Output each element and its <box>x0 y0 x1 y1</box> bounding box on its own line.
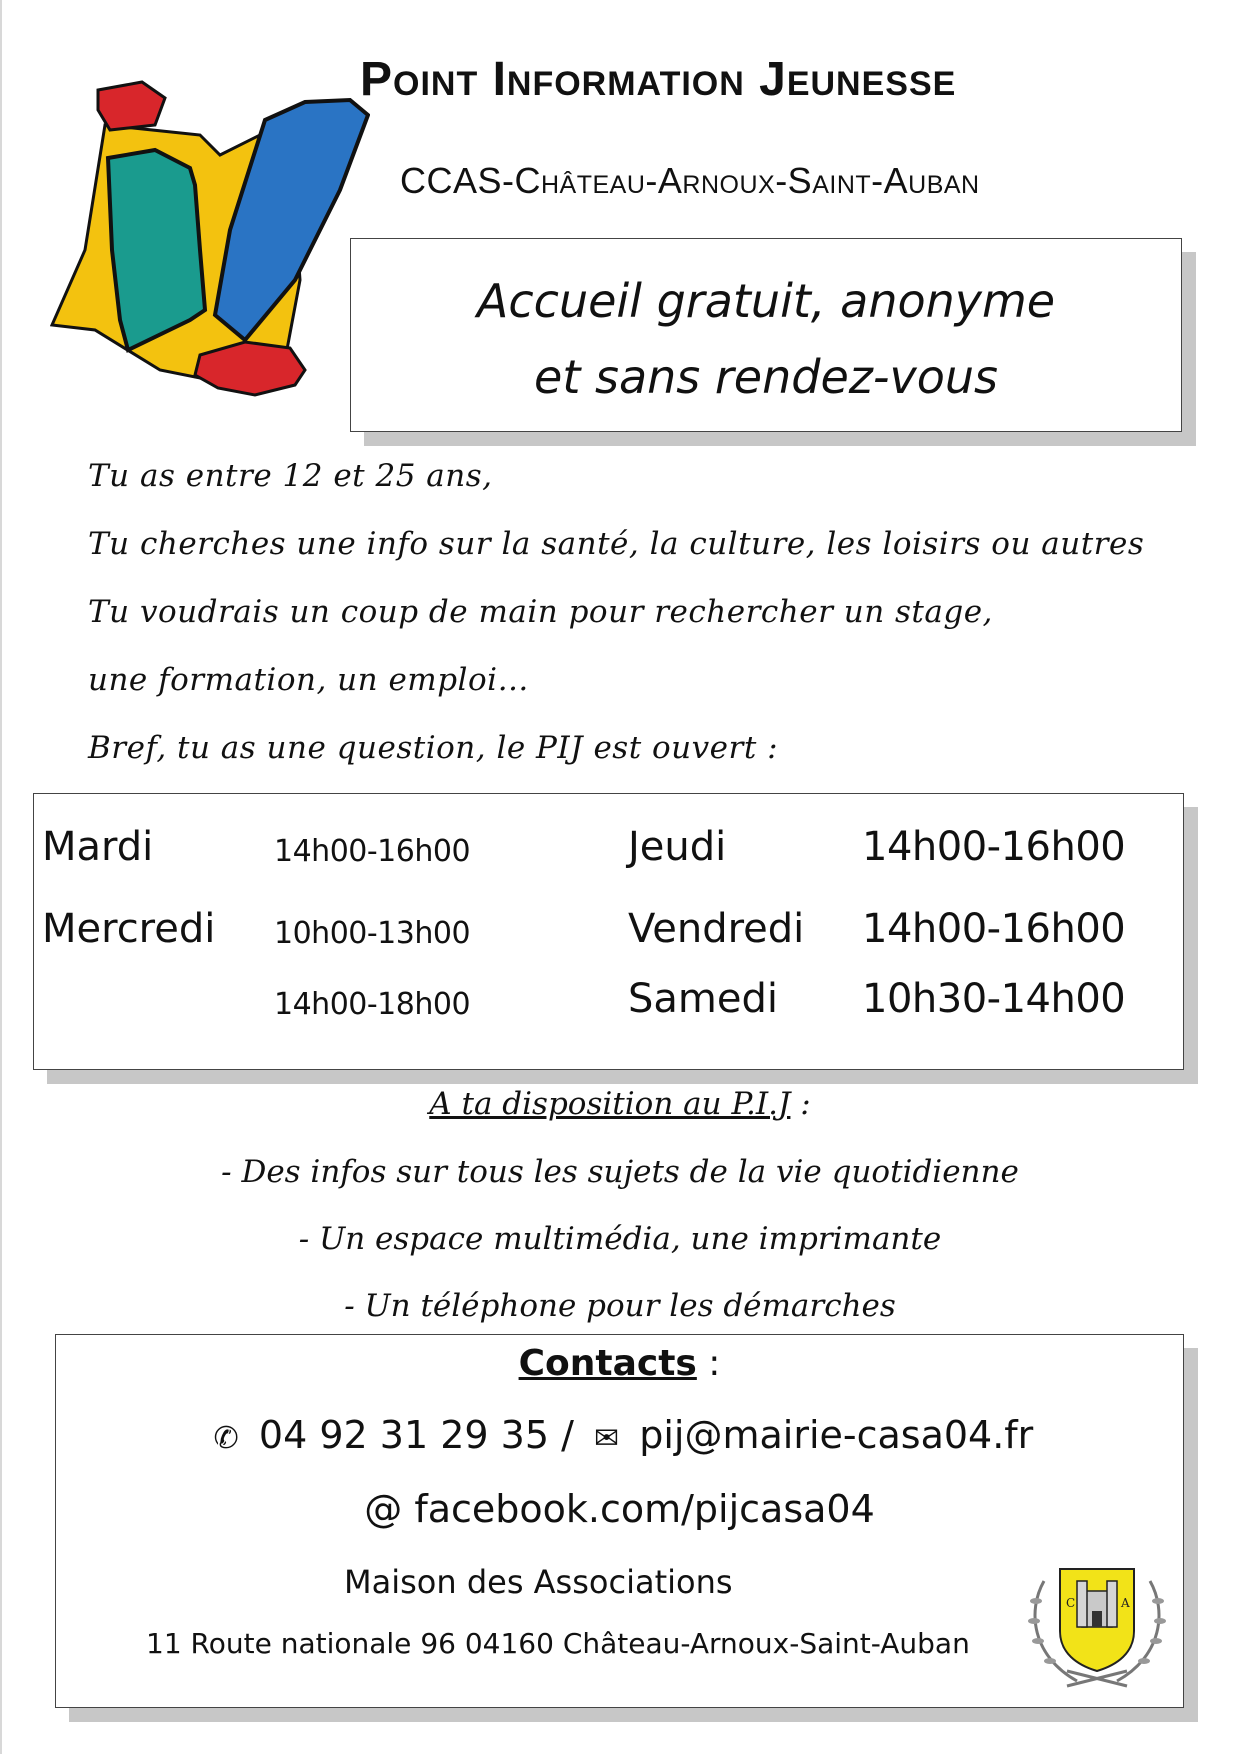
time-mardi: 14h00-16h00 <box>274 834 471 869</box>
intro-line: Tu cherches une info sur la santé, la culture, les loisirs ou autres <box>88 526 1145 562</box>
page-subtitle: CCAS-Château-Arnoux-Saint-Auban <box>400 160 980 201</box>
dispo-item: - Un téléphone pour les démarches <box>344 1288 896 1324</box>
facebook-link[interactable]: facebook.com/pijcasa04 <box>414 1487 875 1531</box>
intro-line: Tu voudrais un coup de main pour rechercher un stage, <box>88 594 993 630</box>
town-crest-icon <box>1022 1561 1172 1691</box>
at-icon: @ <box>364 1487 403 1531</box>
day-mardi: Mardi <box>42 824 154 870</box>
crest-letter-left: C <box>1066 1596 1076 1610</box>
crest-letter-right: A <box>1121 1596 1130 1610</box>
day-mercredi: Mercredi <box>42 906 216 952</box>
contact-phone-email-row <box>56 1413 1183 1457</box>
dispo-title <box>0 1086 1240 1122</box>
contact-place: Maison des Associations <box>344 1563 733 1601</box>
intro-line: Tu as entre 12 et 25 ans, <box>88 458 493 494</box>
page-border <box>0 0 2 1754</box>
contact-address: 11 Route nationale 96 04160 Château-Arnoux-Saint-Auban <box>146 1627 970 1660</box>
intro-line: Bref, tu as une question, le PIJ est ouvert : <box>88 730 779 766</box>
contacts-box <box>55 1334 1184 1708</box>
day-jeudi: Jeudi <box>628 824 727 870</box>
opening-hours-box <box>33 793 1184 1070</box>
contacts-title-colon: : <box>696 1343 721 1384</box>
contact-facebook-row <box>56 1487 1183 1531</box>
intro-line: une formation, un emploi… <box>88 662 530 698</box>
time-jeudi: 14h00-16h00 <box>862 824 1126 870</box>
day-samedi: Samedi <box>628 976 778 1022</box>
contact-separator: / <box>561 1413 574 1457</box>
time-vendredi: 14h00-16h00 <box>862 906 1126 952</box>
envelope-icon: ✉ <box>594 1421 620 1456</box>
contacts-title-text: Contacts <box>518 1343 697 1384</box>
day-vendredi: Vendredi <box>628 906 805 952</box>
info-exclamation-logo <box>50 80 370 410</box>
contacts-title <box>56 1343 1183 1384</box>
dispo-title-text: A ta disposition au P.I.J <box>429 1086 791 1122</box>
phone-icon: ✆ <box>213 1421 239 1456</box>
page-title: Point Information Jeunesse <box>360 53 957 106</box>
email-link[interactable]: pij@mairie-casa04.fr <box>639 1413 1034 1457</box>
dispo-item: - Des infos sur tous les sujets de la vie quotidienne <box>221 1154 1019 1190</box>
accueil-box <box>350 238 1182 432</box>
dispo-title-colon: : <box>790 1086 811 1122</box>
dispo-item: - Un espace multimédia, une imprimante <box>298 1221 942 1257</box>
time-samedi: 10h30-14h00 <box>862 976 1126 1022</box>
time-mercredi-afternoon: 14h00-18h00 <box>274 987 471 1022</box>
accueil-line-2: et sans rendez-vous <box>534 350 998 404</box>
accueil-line-1: Accueil gratuit, anonyme <box>476 274 1056 328</box>
time-mercredi-morning: 10h00-13h00 <box>274 916 471 951</box>
phone-number[interactable]: 04 92 31 29 35 <box>258 1413 549 1457</box>
